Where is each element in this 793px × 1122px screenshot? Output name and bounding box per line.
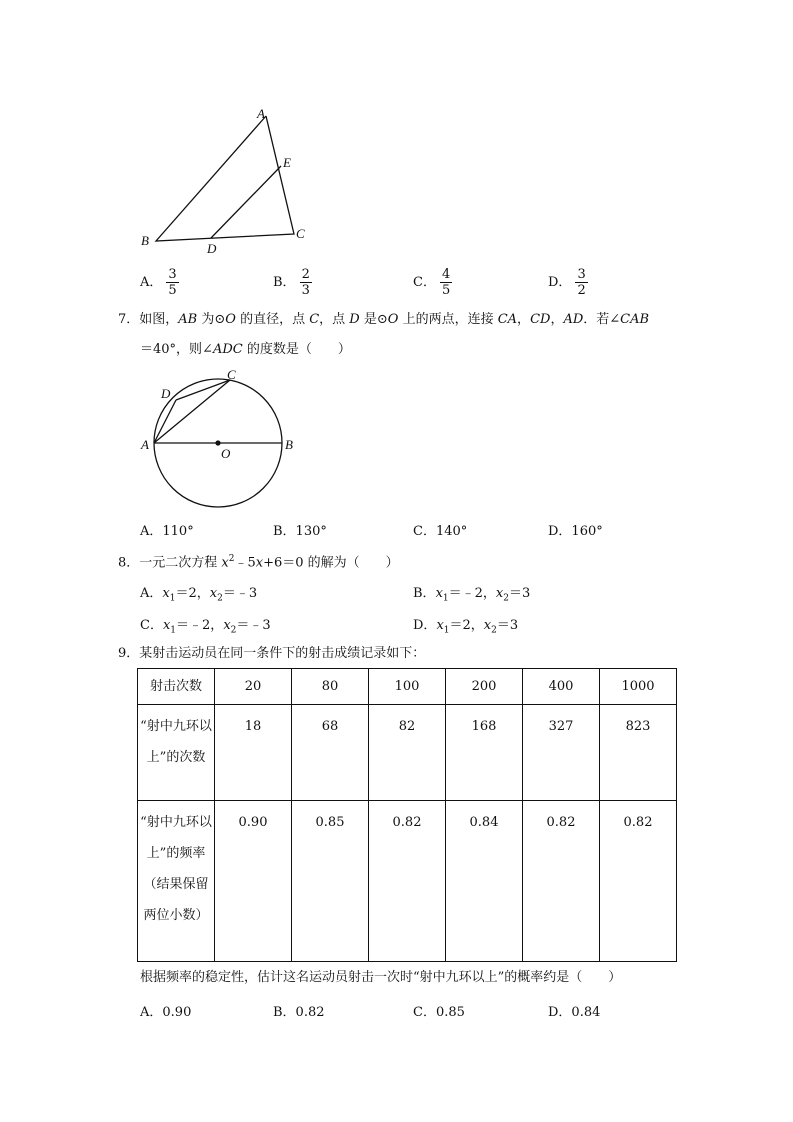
hits-cell: 18 [215, 705, 292, 801]
freq-cell: 0.82 [369, 801, 446, 962]
q8-option-b[interactable]: B．$x_1=﹣2$，$x_2=3$ [413, 586, 531, 604]
segment-de [211, 166, 281, 238]
label-b: B [141, 233, 149, 248]
freq-cell: 0.90 [215, 801, 292, 962]
label-b: B [285, 437, 293, 452]
row-header-shots: 射击次数 [138, 669, 215, 705]
q7-option-a[interactable]: A．110° [140, 524, 194, 539]
fraction: $\frac{2}{3}$ [301, 267, 310, 298]
table-row [138, 669, 677, 705]
q7-option-b[interactable]: B．130° [273, 524, 327, 539]
q9-option-c[interactable]: C．0.85 [413, 1005, 465, 1020]
freq-cell: 0.82 [600, 801, 677, 962]
hits-cell: 327 [523, 705, 600, 801]
q9-option-b[interactable]: B．0.82 [273, 1005, 325, 1020]
shots-cell: 100 [369, 669, 446, 705]
table-row [138, 705, 677, 801]
q7-stem-line2: ＝40°，则∠ADC 的度数是（ ） [140, 342, 351, 357]
shots-cell: 20 [215, 669, 292, 705]
label-o: O [221, 446, 231, 461]
hits-cell: 68 [292, 705, 369, 801]
q9-option-d[interactable]: D．0.84 [548, 1005, 601, 1020]
q7-option-d[interactable]: D．160° [548, 524, 603, 539]
fraction: $\frac{3}{5}$ [168, 267, 177, 298]
shooting-record-table [137, 668, 677, 962]
shots-cell: 200 [446, 669, 523, 705]
row-header-hits: “射中九环以上”的次数 [138, 705, 215, 801]
label-d: D [207, 241, 217, 256]
freq-cell: 0.84 [446, 801, 523, 962]
freq-cell: 0.82 [523, 801, 600, 962]
q7-stem-line1: 7．如图，AB 为⊙O 的直径，点 C，点 D 是⊙O 上的两点，连接 CA，CD，AD．若∠CAB [118, 312, 650, 327]
q9-stem: 9．某射击运动员在同一条件下的射击成绩记录如下： [118, 646, 426, 661]
chord-dc [176, 380, 230, 400]
q9-followup: 根据频率的稳定性，估计这名运动员射击一次时“射中九环以上”的概率约是（ ） [140, 970, 622, 985]
fraction: $\frac{4}{5}$ [441, 267, 451, 298]
hits-cell: 168 [446, 705, 523, 801]
hits-cell: 82 [369, 705, 446, 801]
q9-option-a[interactable]: A．0.90 [140, 1005, 192, 1020]
shots-cell: 400 [523, 669, 600, 705]
option-letter: B． [273, 275, 296, 290]
q8-option-d[interactable]: D．$x_1=2$，$x_2=3$ [413, 618, 519, 636]
label-c: C [227, 367, 236, 382]
option-letter: A． [140, 275, 163, 290]
row-header-frequency: “射中九环以上”的频率（结果保留两位小数） [138, 801, 215, 962]
label-d: D [161, 386, 171, 401]
q6-option-c[interactable] [413, 267, 452, 298]
center-point [215, 440, 220, 445]
shots-cell: 80 [292, 669, 369, 705]
label-a: A [257, 106, 265, 121]
table-row [138, 801, 677, 962]
q8-stem: 8．一元二次方程 $x^2﹣5x+6=0$ 的解为（ ） [118, 554, 399, 571]
q6-option-d[interactable] [548, 267, 588, 298]
q8-option-a[interactable]: A．$x_1=2$，$x_2=﹣3$ [140, 586, 258, 604]
label-a: A [141, 437, 149, 452]
shots-cell: 1000 [600, 669, 677, 705]
fraction: $\frac{3}{2}$ [577, 267, 586, 298]
q8-option-c[interactable]: C．$x_1=﹣2$，$x_2=﹣3$ [140, 618, 271, 636]
label-c: C [296, 226, 305, 241]
hits-cell: 823 [600, 705, 677, 801]
label-e: E [283, 155, 291, 170]
option-letter: C． [413, 275, 436, 290]
option-letter: D． [548, 275, 572, 290]
q7-option-c[interactable]: C．140° [413, 524, 468, 539]
q6-option-b[interactable] [273, 267, 312, 298]
triangle-outline [156, 116, 294, 241]
q6-option-a[interactable] [140, 267, 179, 298]
freq-cell: 0.85 [292, 801, 369, 962]
